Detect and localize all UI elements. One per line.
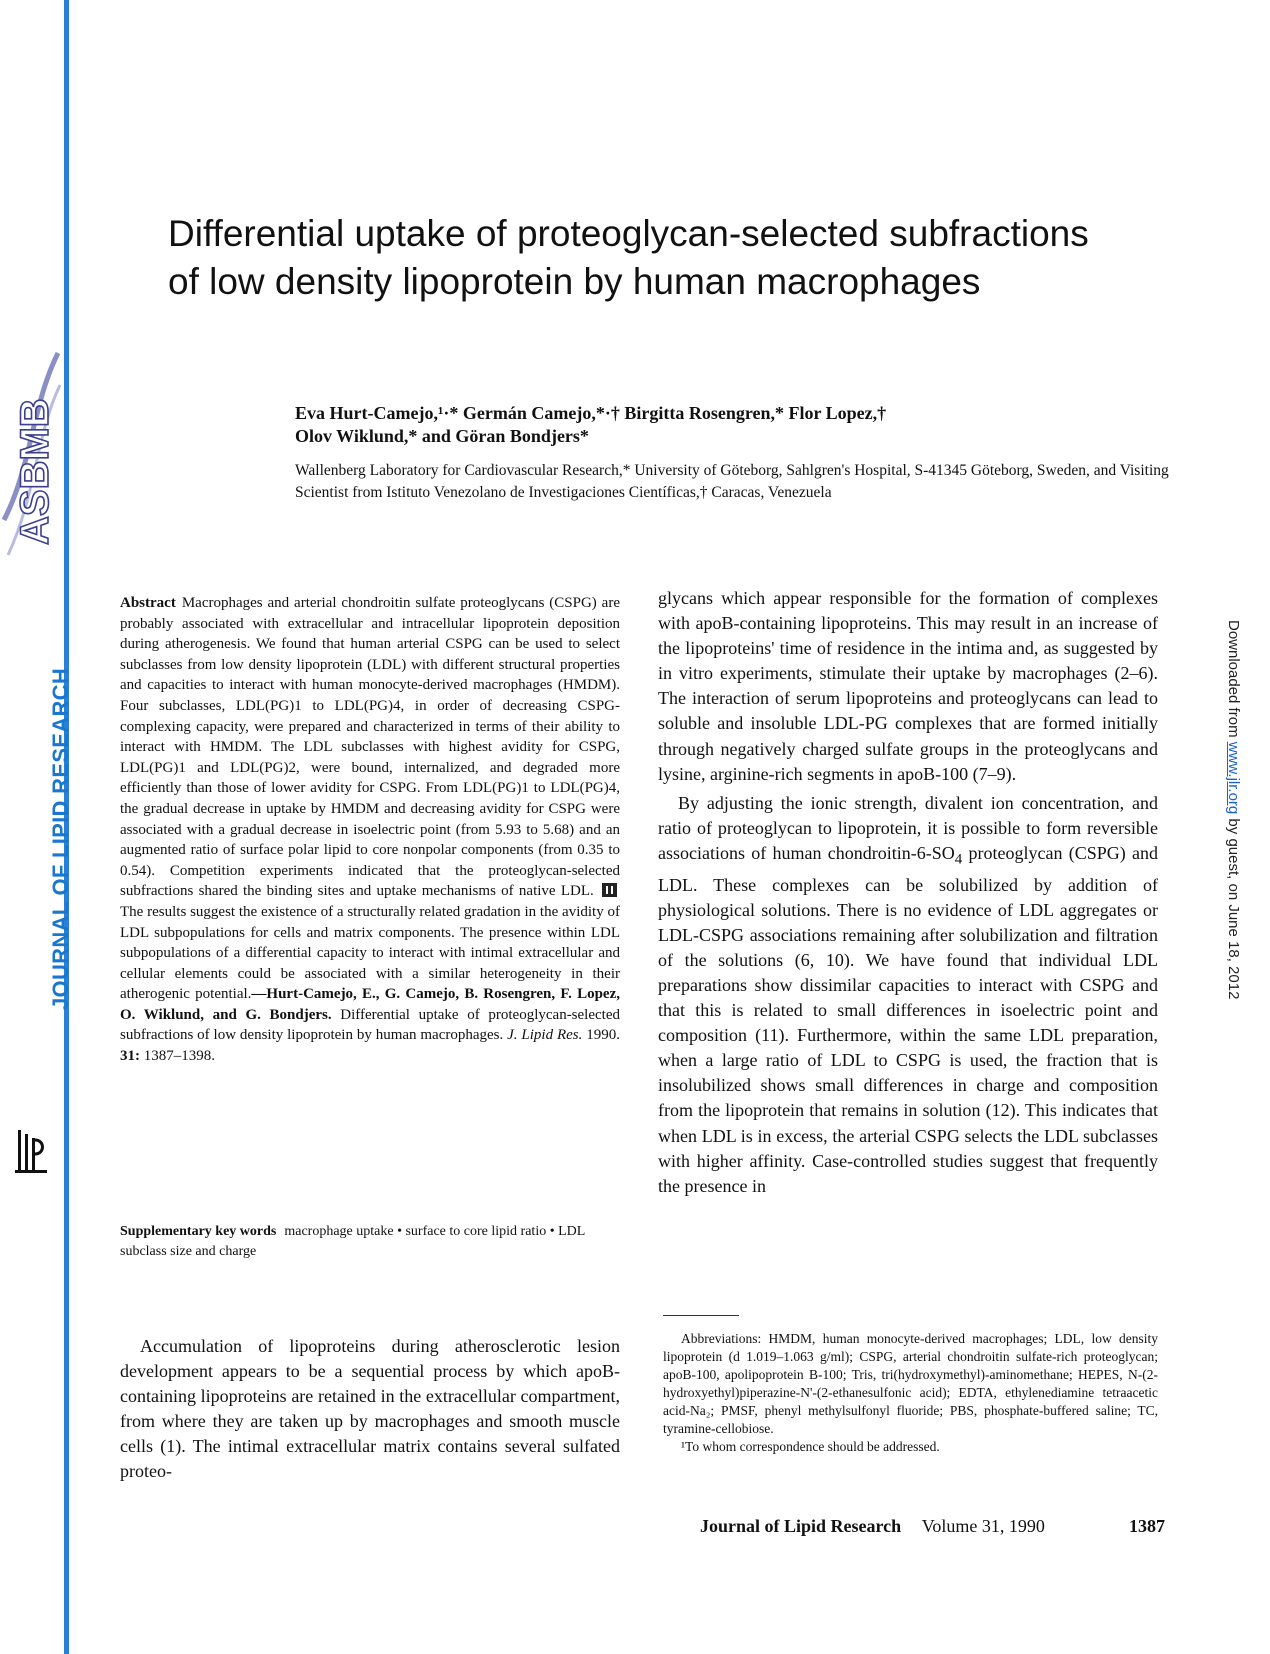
body-paragraph-2 [658,791,1158,1199]
body-paragraph-2b: proteoglycan (CSPG) and LDL. These complexes can be solubilized by addition of physiological solutions. There is no evidence of LDL aggregates or LDL-CSPG associations remaining after solubilization and filtration of the solutions (6, 10). We have found that individual LDL preparations show dissimilar capacities to interact with CSPG and that this is related to small differences in isoelectric point and composition (11). Furthermore, within the same LDL preparation, when a large ratio of LDL to CSPG is used, the fraction that is insolubilized shows small differences in charge and composition from the lipoprotein that remains in solution (12). This indicates that when LDL is in excess, the arterial CSPG selects the LDL subclasses with higher affinity. Case-controlled studies suggest that frequently the presence in [658,842,1158,1196]
correspondence-footnote: ¹To whom correspondence should be addressed. [681,1439,940,1454]
intro-paragraph: Accumulation of lipoproteins during atherosclerotic lesion development appears to be a sequential process by which apoB-containing lipoproteins are retained in the extracellular compartment, from where they are taken up by macrophages and smooth muscle cells (1). The intimal extracellular matrix contains several sulfated proteo- [120,1336,620,1481]
citation-pages: 1387–1398. [140,1048,215,1065]
abstract [120,593,620,1067]
jlr-logo [14,1128,48,1176]
citation-journal: J. Lipid Res. [507,1027,583,1044]
abstract-text-2: The results suggest the existence of a structurally related gradation in the avidity of LDL subpopulations for cells and matrix components. The presence within LDL subpopulations of a differential capacity to interact with intimal extracellular and cellular elements could be associated with a similar heterogeneity in their atherogenic potential. [120,903,620,1003]
footnotes [663,1330,1158,1456]
keywords [120,1222,620,1262]
right-column [658,586,1158,1199]
download-suffix: by guest, on June 18, 2012 [1225,814,1242,1000]
author-affiliation: Wallenberg Laboratory for Cardiovascular Research,* University of Göteborg, Sahlgren's Hospital, S-41345 Göteborg, Sweden, and Visiting Scientist from Istituto Venezolano de Investigaciones Científicas,† Caracas, Venezuela [295,462,1169,501]
footnote-rule [663,1315,739,1316]
footer-journal: Journal of Lipid Research [700,1516,902,1536]
asbmb-logo [2,345,62,565]
author-list [295,402,1175,448]
body-paragraph-1: glycans which appear responsible for the formation of complexes with apoB-containing lipoproteins. This may result in an increase of the lipoproteins' time of residence in the intima and, as suggested by in vitro experiments, stimulate their uptake by macrophages (2–6). The interaction of serum lipoproteins and proteoglycans can lead to soluble and insoluble LDL-PG complexes that are formed initially through negatively charged sulfate groups in the proteoglycans and lysine, arginine-rich segments in apoB-100 (7–9). [658,588,1158,784]
citation-title: Differential uptake of proteoglycan-selected subfractions of low density lipoprotein by human macrophages. [120,1006,620,1044]
authors-line-1: Eva Hurt-Camejo,¹·* Germán Camejo,*·† Birgitta Rosengren,* Flor Lopez,† [295,403,887,423]
footer-volume: Volume 31, 1990 [921,1516,1045,1536]
page-number: 1387 [1129,1516,1165,1536]
citation-volume: 31: [120,1048,140,1065]
body-paragraph-2a: By adjusting the ionic strength, divalent ion concentration, and ratio of proteoglycan to lipoprotein, it is possible to form reversible associations of human chondroitin-6-SO [658,792,1158,863]
journal-name-vertical: JOURNAL OF LIPID RESEARCH [48,667,73,1010]
citation-authors: —Hurt-Camejo, E., G. Camejo, B. Rosengren, F. Lopez, O. Wiklund, and G. Bondjers. [120,986,620,1023]
download-notice [1225,620,1242,999]
keywords-text: macrophage uptake • surface to core lipid ratio • LDL subclass size and charge [120,1224,585,1259]
abstract-heading: Abstract [120,595,176,611]
abbreviations-footnote: Abbreviations: HMDM, human monocyte-derived macrophages; LDL, low density lipoprotein (d 1.019–1.063 g/ml); CSPG, arterial chondroitin sulfate-rich proteoglycan; apoB-100, apolipoprotein B-100; Tris, tri(hydroxymethyl)-aminomethane; HEPES, N-(2-hydroxyethyl)piperazine-N'-(2-ethanesulfonic acid); EDTA, ethylenediamine tetraacetic acid-Na₂; PMSF, phenyl methylsulfonyl fluoride; PBS, phosphate-buffered saline; TC, tyramine-cellobiose. [663,1331,1158,1436]
keywords-label: Supplementary key words [120,1224,277,1239]
download-link[interactable]: www.jlr.org [1225,741,1242,815]
subscript-4: 4 [954,851,963,868]
page-footer [700,1516,1165,1537]
article-title: Differential uptake of proteoglycan-selected subfractions of low density lipoprotein by human macrophages [168,213,1089,302]
download-prefix: Downloaded from [1225,620,1242,742]
citation-year: 1990. [582,1027,620,1044]
authors-line-2: Olov Wiklund,* and Göran Bondjers* [295,426,589,446]
abstract-divider-icon [602,883,617,897]
abstract-text-1: Macrophages and arterial chondroitin sulfate proteoglycans (CSPG) are probably associated with extracellular and intracellular lipoprotein deposition during atherogenesis. We found that human arterial CSPG can be used to select subclasses from low density lipoprotein (LDL) with different structural properties and capacities to interact with human monocyte-derived macrophages (HMDM). Four subclasses, LDL(PG)1 to LDL(PG)4, in order of decreasing CSPG-complexing capacity, were prepared and characterized in terms of their ability to interact with HMDM. The LDL subclasses with highest avidity for CSPG, LDL(PG)1 and LDL(PG)2, were bound, internalized, and degraded more efficiently than those of lower avidity for CSPG. From LDL(PG)1 to LDL(PG)4, the gradual decrease in uptake by HMDM and decreasing avidity for CSPG were associated with a gradual decrease in isoelectric point (from 5.93 to 5.68) and an augmented ratio of surface polar lipid to core nonpolar components (from 0.35 to 0.54). Competition experiments indicated that the proteoglycan-selected subfractions shared the binding sites and uptake mechanisms of native LDL. [120,595,620,900]
asbmb-logo-text: ASBMB [13,398,57,545]
